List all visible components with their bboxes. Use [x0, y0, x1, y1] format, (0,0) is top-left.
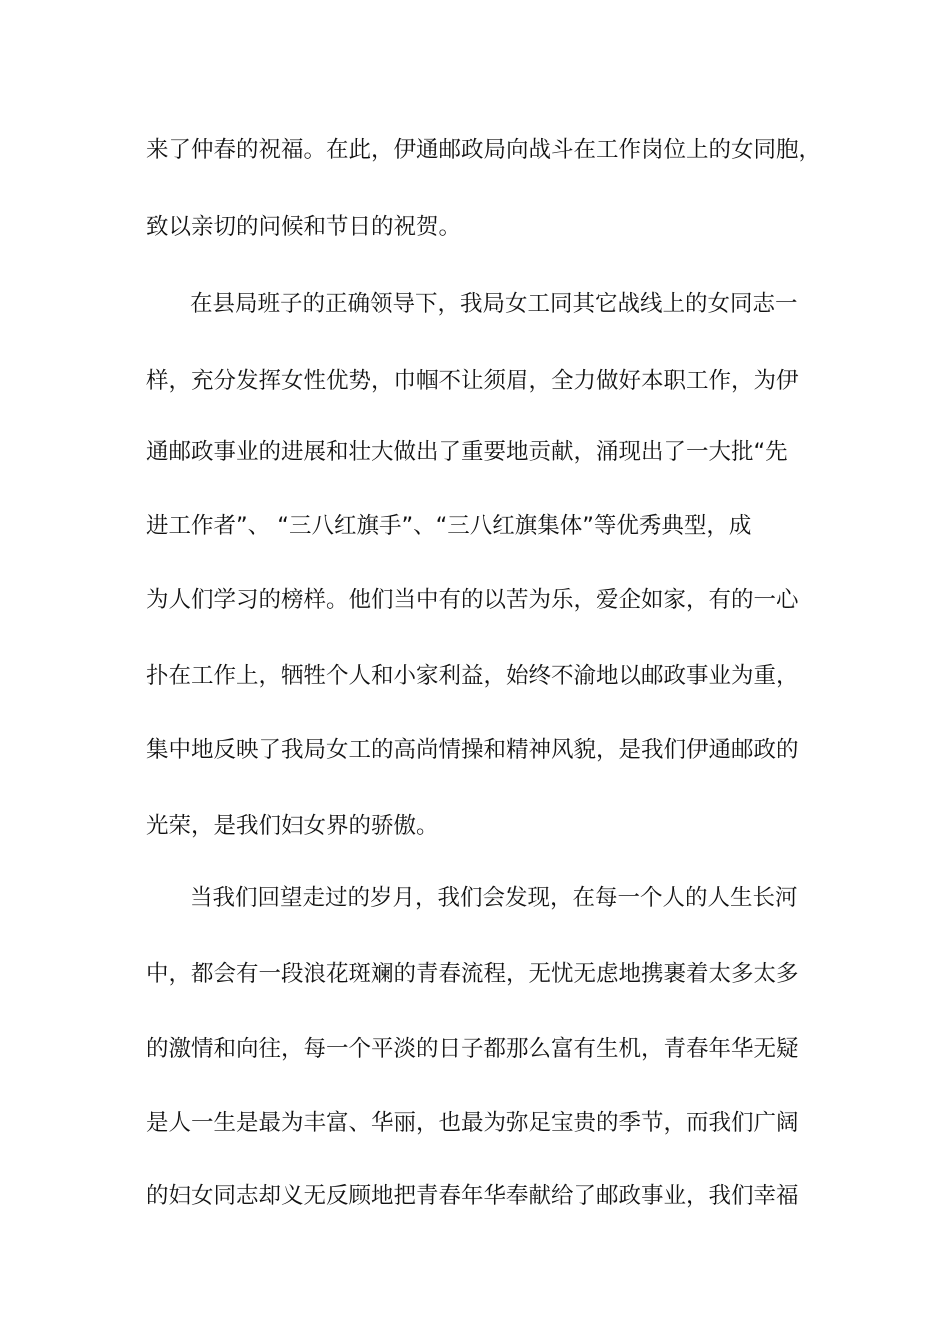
text-line: 致以亲切的问候和节日的祝贺。	[146, 214, 462, 240]
text-line: 光荣，是我们妇女界的骄傲。	[146, 813, 439, 839]
text-line: 集中地反映了我局女工的高尚情操和精神风貌，是我们伊通邮政的	[146, 737, 799, 763]
text-line: 扑在工作上，牺牲个人和小家利益，始终不渝地以邮政事业为重，	[146, 663, 799, 689]
paragraph-start-line: 当我们回望走过的岁月，我们会发现，在每一个人的人生长河	[190, 885, 798, 911]
text-line: 的激情和向往，每一个平淡的日子都那么富有生机，青春年华无疑	[146, 1036, 799, 1062]
text-line: 是人一生是最为丰富、华丽，也最为弥足宝贵的季节，而我们广阔	[146, 1110, 799, 1136]
text-line: 进工作者”、 “三八红旗手”、“三八红旗集体”等优秀典型，成	[146, 513, 752, 539]
paragraph-start-line: 在县局班子的正确领导下，我局女工同其它战线上的女同志一	[190, 291, 798, 317]
text-line: 样，充分发挥女性优势，巾帼不让须眉，全力做好本职工作，为伊	[146, 368, 799, 394]
text-line: 中，都会有一段浪花斑斓的青春流程，无忧无虑地携裹着太多太多	[146, 961, 799, 987]
text-line: 通邮政事业的进展和壮大做出了重要地贡献，涌现出了一大批“先	[146, 439, 788, 465]
text-line: 为人们学习的榜样。他们当中有的以苦为乐，爱企如家，有的一心	[146, 587, 799, 613]
text-line: 来了仲春的祝福。在此，伊通邮政局向战斗在工作岗位上的女同胞，	[146, 137, 822, 163]
text-line: 的妇女同志却义无反顾地把青春年华奉献给了邮政事业，我们幸福	[146, 1183, 799, 1209]
